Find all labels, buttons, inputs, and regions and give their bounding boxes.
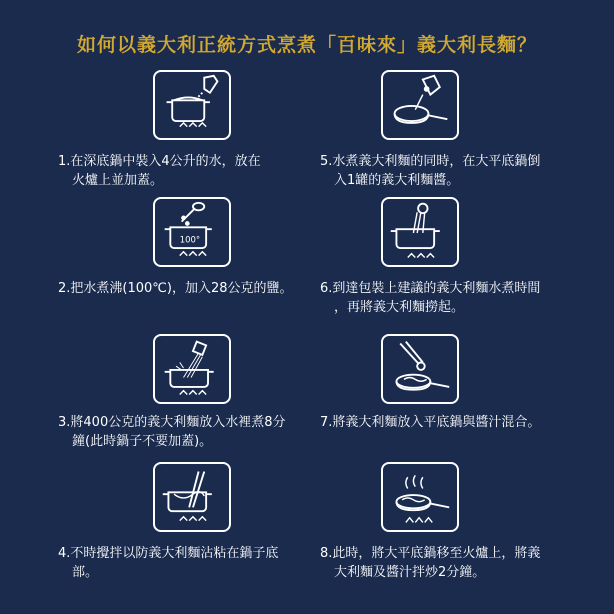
step-6-text: 6.到達包裝上建議的義大利麵水煮時間 <box>320 281 541 296</box>
step-5-text: 5.水煮義大利麵的同時，在大平底鍋倒 <box>320 154 541 169</box>
step-8-text: 8.此時，將大平底鍋移至火爐上，將義 <box>320 546 541 561</box>
page-title: 如何以義大利正統方式烹煮「百味來」義大利長麵？ <box>76 34 537 56</box>
step-4-text: 4.不時攪拌以防義大利麵沾粘在鍋子底 <box>58 546 279 561</box>
step-1-text: 1.在深底鍋中裝入4公升的水，放在 <box>58 154 261 169</box>
svg-text:100°: 100° <box>179 234 201 245</box>
step-5-text-cont: 入1罐的義大利麵醬。 <box>334 173 460 188</box>
boiling-pot-with-salt-spoon-icon <box>153 197 231 267</box>
step-1-text-cont: 火爐上並加蓋。 <box>72 173 164 188</box>
step-4-text-cont: 部。 <box>72 565 99 580</box>
pouring-sauce-into-pan-icon <box>381 70 459 140</box>
mixing-pasta-in-pan-icon <box>381 334 459 404</box>
step-2-text: 2.把水煮沸(100℃)，加入28公克的鹽。 <box>58 281 293 296</box>
step-8-text-cont: 大利麵及醬汁拌炒2分鐘。 <box>334 565 486 580</box>
step-7-text: 7.將義大利麵放入平底鍋與醬汁混合。 <box>320 415 541 430</box>
step-3-text-cont: 鐘(此時鍋子不要加蓋)。 <box>72 434 213 449</box>
stirring-pasta-in-pot-icon <box>153 462 231 532</box>
pasta-dropping-into-pot-icon <box>153 334 231 404</box>
pot-with-lid-pouring-water-icon <box>153 70 231 140</box>
sauteing-pasta-on-stove-icon <box>381 462 459 532</box>
lifting-pasta-from-pot-icon <box>381 197 459 267</box>
step-6-text-cont: ，再將義大利麵撈起。 <box>334 300 465 315</box>
step-3-text: 3.將400公克的義大利麵放入水裡煮8分 <box>58 415 286 430</box>
